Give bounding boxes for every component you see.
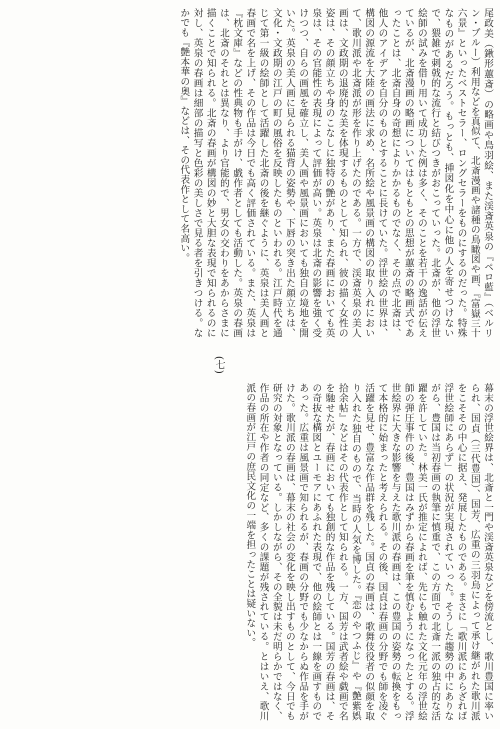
section-heading: (七) [213, 356, 224, 374]
body-text-lower: 幕末の浮世絵界は、北斎と一門や渓斎英泉などを傍流とし、歌川豊国に率いられ、国貞（三代豊国）、国芳、広重の三羽烏によって承け継がれた歌川派をこそその中心に据え、発展したものである。まさに「歌川派にあらざれば浮世絵師にあらず」の状況が実現されていった。そうした趨勢の中にありながら、豊国は当初春画の執筆に慎重で、この方面での北斎一派の独占的な活躍を許していた。林美一氏が推定によれば、先にも触れた文化元年の浮世絵師の弾圧事件の後、豊国はみずから春画を筆を慎むようになったとする。浮世絵界に大きな影響を与えた歌川派の春画は、この豊国の姿勢の転換をもって本格的に始まったと考えられる。その後、国貞は春画の分野でも師を凌ぐ活躍を見せ、豊富な作品群を残した。国貞の春画は、歌舞伎役者の似顔を取り入れた独自のもので、当時の人気を博した。『恋のやつふじ』や『艶紫娯拾余帖』などはその代表作として知られる。一方、国芳は武者絵や戯画で名を馳せたが、春画においても独創的な作品を残している。国芳の春画は、その奇抜な構図とユーモアにあふれた表現で、他の絵師とは一線を画すものであった。広重は風景画で知られるが、春画の分野でも少なからぬ作品を手がけた。歌川派の春画は、幕末の社会の変化を映し出すものとして、今日でも研究の対象となっている。しかしながら、その全貌は未だ明らかではなく、作品の所在や作者の同定など、多くの課題が残されている。とはいえ、歌川派の春画が江戸の庶民文化の一端を担ったことは疑いない。 [244, 383, 493, 721]
body-text-upper: 尾政美（鍬形蕙斎）の略画や鳥羽絵、また渓斎英泉の『ペロ藍』（ベルリン・ブルー）利用などを真似て、北斎漫画や諸種の鳥瞰図や画、『富嶽三十六景』といったベストセラー、ロングセラーをものにするのだった。特殊なものがあるだろう。もっとも、挿図化を中心に他の人を寄せつけないで、猥雑で刺戟的な流行と結びつきがおこっていった。北斎が、他の浮世絵師の試みを借り用いて成功した例は多く、そのことを若干の逸話が伝えているが、北斎漫画の略画についてはもともとの思想が蕙斎の略画式であったことは、北斎自身の奇想によりかかるものでなく、その点で北斎は、他人のアイデアを自分のものとすることに長けていた。浮世絵の世界は、構図の源流を大陸の画法に求め、名所絵や風景画の構図の取り入れにおいて、歌川派や北斎派が形を作り上げたのである。一方で、渓斎英泉の美人画は、文政期の退廃的な美を体現するものとして知られ、彼の描く女性の姿は、その顔立ちや身のこなしに独特の艶があり、また春画においても英泉は、その官能性の表現によって評価が高い。英泉は北斎の影響を強く受けつつ、自らの画風を確立し、美人画や風景画においても独自の境地を開いた。英泉の美人画に見られる猫背の姿勢や、下唇の突き出た顔立ちは、文化・文政期の江戸の町の風俗を反映したものといわれる。江戸時代を通じて第一級の絵師として活躍した北斎の後を継ぐように、英泉は美人画と春画で名を上げ、その作品は今日でも高く評価されている。また、英泉は『枕文庫』などの性典物も手がけ、戯作者としても活動した。英泉の春画は、北斎のそれとは異なり、より官能的で、男女の交わりをあからさまに描くことで知られる。北斎の春画が構図の妙と大胆な表現で知られるのに対し、英泉の春画は細部の描写と色彩の美しさで見る者を引きつける。なかでも『艶本華の奥』などは、その代表作として名高い。 [178, 8, 493, 338]
